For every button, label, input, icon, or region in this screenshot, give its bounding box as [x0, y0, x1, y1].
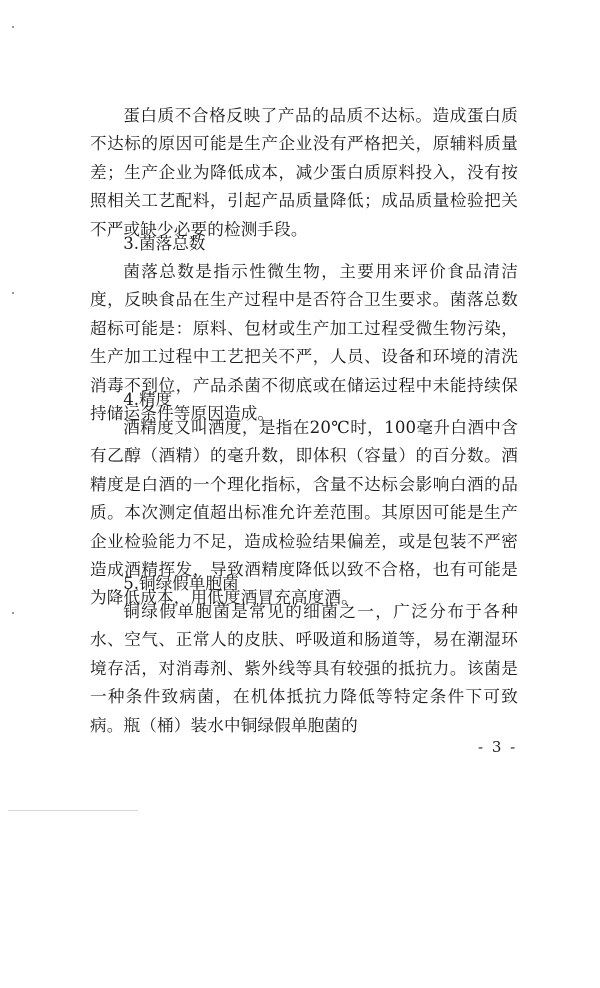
heading-alcohol: 4.精度: [123, 390, 173, 409]
scan-mark: [12, 292, 14, 294]
scan-mark: [12, 612, 14, 614]
paragraph-pseudomonas: 铜绿假单胞菌是常见的细菌之一，广泛分布于各种水、空气、正常人的皮肤、呼吸道和肠道等，易在潮湿环境存活，对消毒剂、紫外线等具有较强的抵抗力。该菌是一种条件致病菌，在机体抵抗力降低等特定条件下可致病。瓶（桶）装水中铜绿假单胞菌的: [90, 602, 518, 735]
page-number: - 3 -: [478, 738, 518, 756]
paragraph-alcohol: 酒精度又叫酒度，是指在20℃时，100毫升白酒中含有乙醇（酒精）的毫升数，即体积（容量）的百分数。酒精度是白酒的一个理化指标，含量不达标会影响白酒的品质。本次测定值超出标准允许差范围。其原因可能是生产企业检验能力不足，造成检验结果偏差，或是包装不严密造成酒精挥发，导致酒精度降低以致不合格，也有可能是为降低成本，用低度酒冒充高度酒。: [90, 418, 518, 608]
footer-rule: [8, 810, 138, 811]
scan-mark: [12, 26, 14, 28]
paragraph-colony-count: 菌落总数是指示性微生物，主要用来评价食品清洁度，反映食品在生产过程中是否符合卫生要求。菌落总数超标可能是：原料、包材或生产加工过程受微生物污染，生产加工过程中工艺把关不严，人员、设备和环境的清洗消毒不到位，产品杀菌不彻底或在储运过程中未能持续保持储运条件等原因造成。: [90, 262, 518, 424]
heading-pseudomonas: 5.铜绿假单胞菌: [123, 574, 239, 593]
paragraph-protein: 蛋白质不合格反映了产品的品质不达标。造成蛋白质不达标的原因可能是生产企业没有严格把关，原辅料质量差；生产企业为降低成本，减少蛋白质原料投入，没有按照相关工艺配料，引起产品质量降低；成品质量检验把关不严或缺少必要的检测手段。: [90, 106, 518, 239]
heading-colony-count: 3.菌落总数: [123, 234, 206, 253]
